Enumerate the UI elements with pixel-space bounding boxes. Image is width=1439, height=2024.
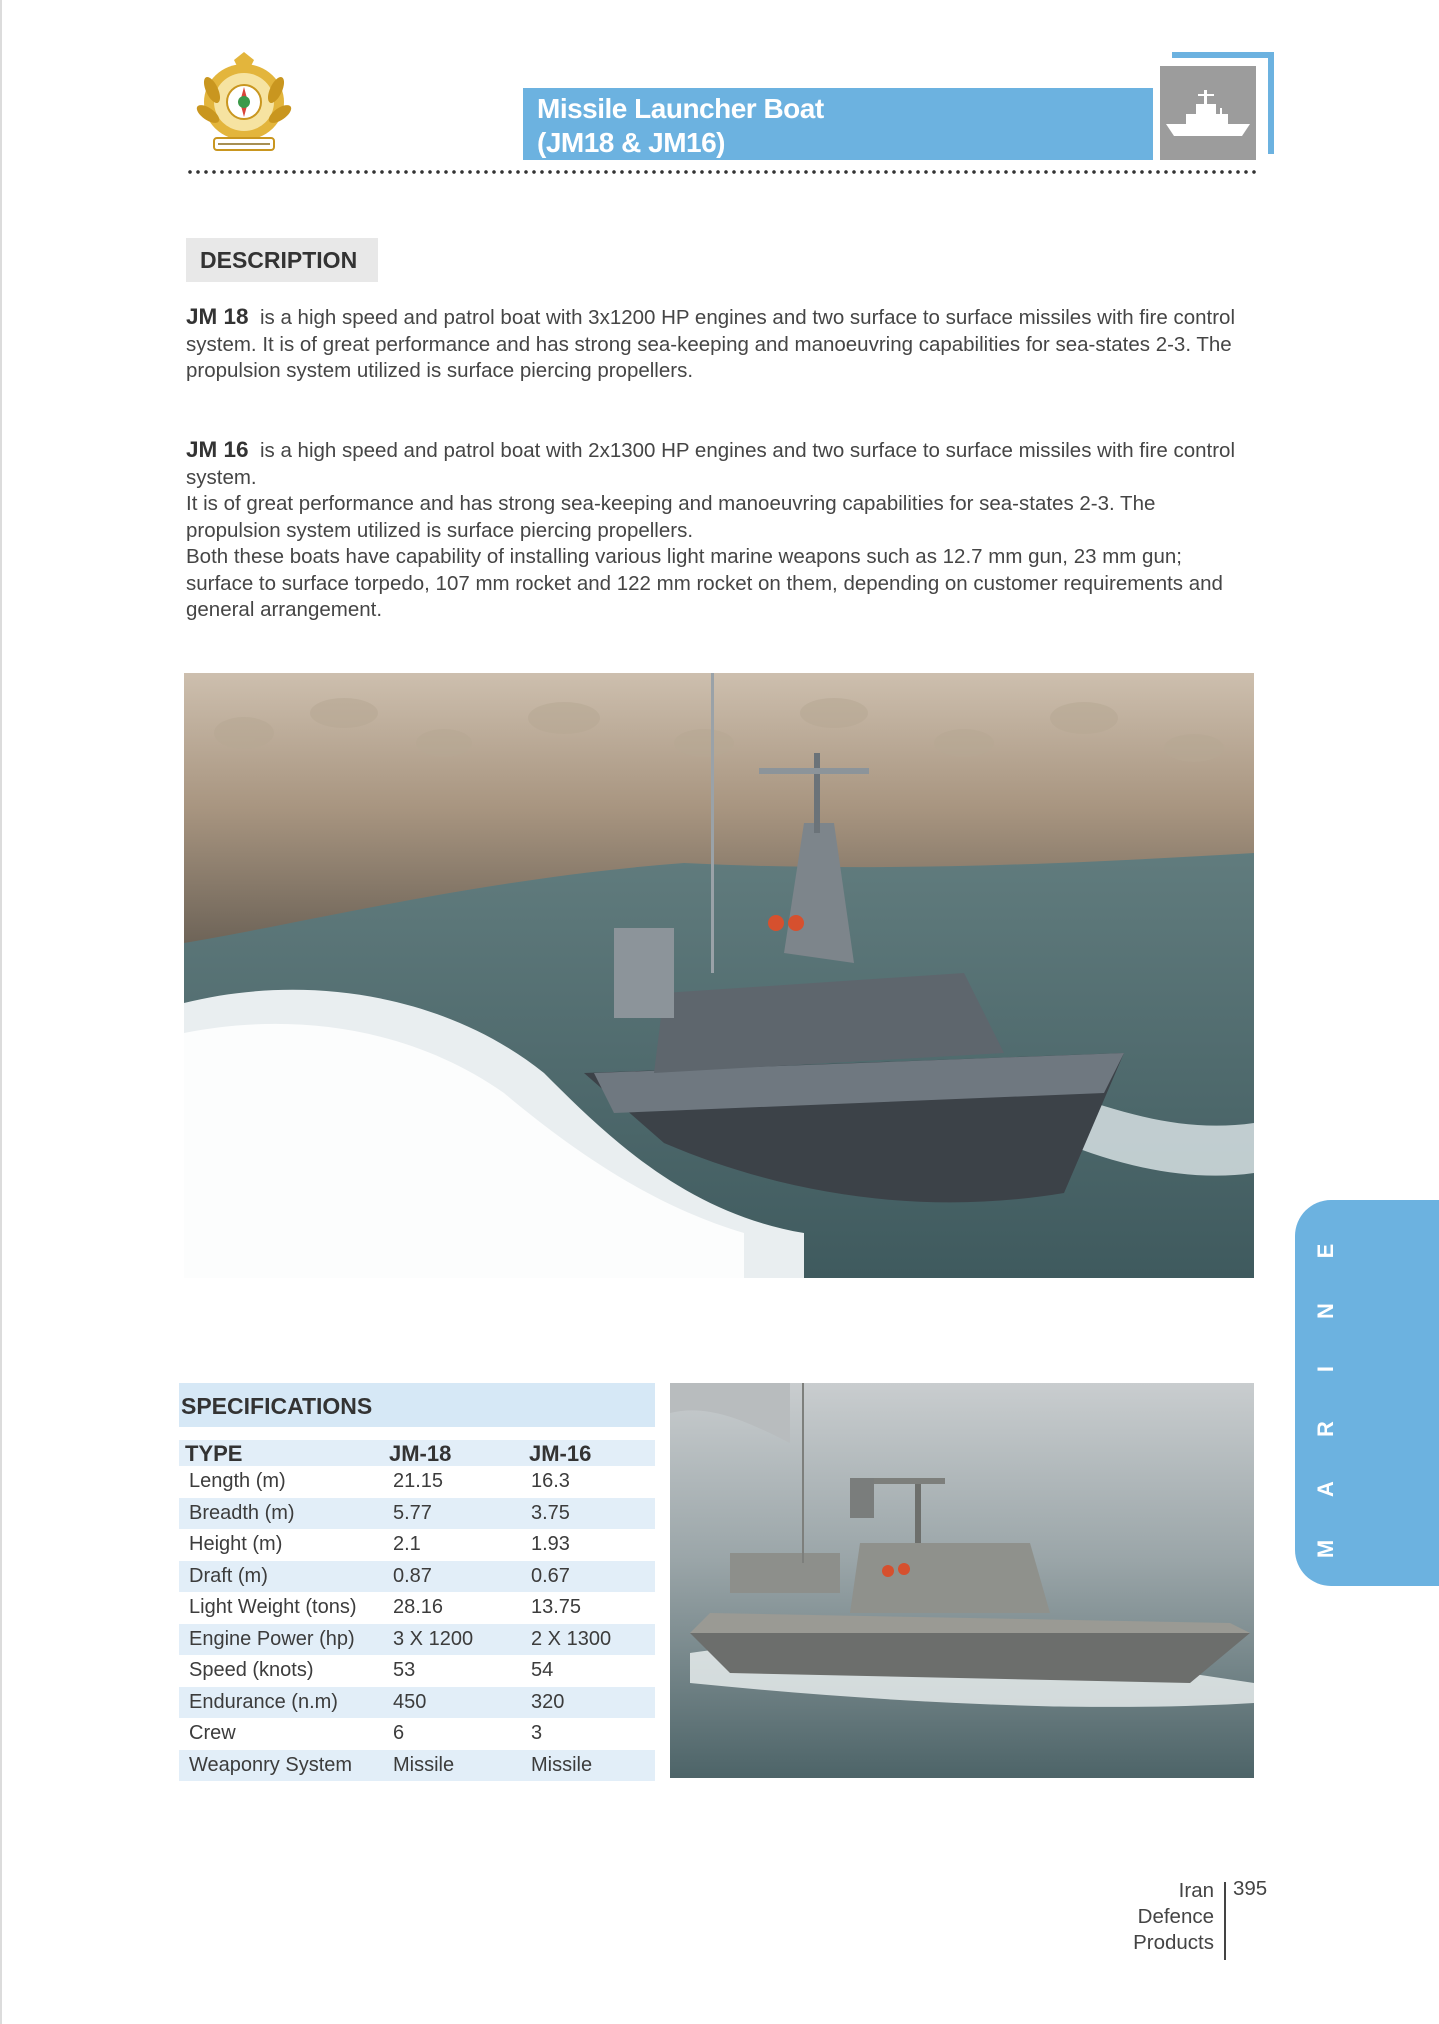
page-number: 395 bbox=[1233, 1877, 1268, 1900]
jm18-text: is a high speed and patrol boat with 3x1200 HP engines and two surface to surface missiles with fire control system. It is of great performance and has strong sea-keeping and manoeuvring capabilities for sea-states 2-3. The propulsion system utilized is surface piercing propellers. bbox=[186, 306, 1236, 382]
side-tab-letter: I bbox=[1313, 1365, 1338, 1373]
specifications-table bbox=[179, 1440, 655, 1781]
page-left-rule bbox=[0, 0, 2, 2024]
spec-name: Light Weight (tons) bbox=[189, 1596, 357, 1618]
table-row bbox=[179, 1561, 655, 1593]
side-tab-letter: A bbox=[1313, 1481, 1338, 1497]
side-tab-letter: R bbox=[1313, 1421, 1338, 1437]
description-paragraph-jm18 bbox=[186, 304, 1246, 385]
spec-value-jm16: 3 bbox=[531, 1722, 543, 1744]
spec-name: Breadth (m) bbox=[189, 1501, 295, 1524]
spec-name: Weaponry System bbox=[189, 1753, 353, 1776]
title-line-1: Missile Launcher Boat bbox=[537, 93, 824, 124]
header-dotted-divider bbox=[186, 168, 1258, 176]
spec-value-jm16: 1.93 bbox=[531, 1533, 570, 1555]
column-header-jm18: JM-18 bbox=[389, 1441, 452, 1466]
footer-line-3: Products bbox=[1133, 1931, 1214, 1954]
table-row bbox=[179, 1718, 655, 1750]
spec-value-jm16: 3.75 bbox=[531, 1501, 570, 1524]
spec-value-jm16: Missile bbox=[531, 1753, 593, 1776]
title-line-2: (JM18 & JM16) bbox=[537, 127, 726, 158]
specifications-heading: SPECIFICATIONS bbox=[179, 1383, 655, 1427]
side-tab-letter: M bbox=[1313, 1539, 1338, 1559]
spec-value-jm16: 54 bbox=[531, 1659, 554, 1681]
table-row bbox=[179, 1498, 655, 1530]
table-row bbox=[179, 1592, 655, 1624]
spec-name: Length (m) bbox=[189, 1470, 286, 1492]
column-header-jm16: JM-16 bbox=[529, 1441, 592, 1466]
description-paragraph-jm16 bbox=[186, 437, 1246, 624]
spec-value-jm18: 6 bbox=[393, 1722, 405, 1744]
spec-value-jm18: 28.16 bbox=[393, 1596, 444, 1618]
column-header-type: TYPE bbox=[185, 1441, 243, 1466]
spec-value-jm18: 2.1 bbox=[393, 1533, 421, 1555]
weapons-capability-text: Both these boats have capability of installing various light marine weapons such as 12.7 mm gun, 23 mm gun; surface to surface torpedo, 107 mm rocket and 122 mm rocket on them, depending on customer requirements and general arrangement. bbox=[186, 545, 1223, 621]
side-tab-letter: N bbox=[1313, 1303, 1338, 1319]
spec-name: Engine Power (hp) bbox=[189, 1627, 355, 1650]
spec-value-jm16: 0.67 bbox=[531, 1564, 570, 1587]
footer-divider bbox=[1224, 1882, 1226, 1960]
spec-value-jm18: Missile bbox=[393, 1753, 455, 1776]
section-side-tab bbox=[1295, 1200, 1439, 1586]
spec-value-jm16: 2 X 1300 bbox=[531, 1627, 612, 1650]
spec-value-jm18: 53 bbox=[393, 1659, 416, 1681]
spec-name: Speed (knots) bbox=[189, 1659, 314, 1681]
spec-value-jm18: 3 X 1200 bbox=[393, 1627, 474, 1650]
spec-name: Endurance (n.m) bbox=[189, 1690, 338, 1713]
jm18-label: JM 18 bbox=[186, 304, 249, 329]
spec-value-jm18: 5.77 bbox=[393, 1501, 432, 1524]
side-tab-letter: E bbox=[1313, 1243, 1338, 1259]
footer-line-2: Defence bbox=[1137, 1905, 1214, 1928]
spec-value-jm16: 16.3 bbox=[531, 1470, 570, 1492]
footer-line-1: Iran bbox=[1178, 1879, 1214, 1902]
spec-name: Height (m) bbox=[189, 1533, 283, 1555]
jm16-performance-text: It is of great performance and has strong sea-keeping and manoeuvring capabilities for sea-states 2-3. The propulsion system utilized is surface piercing propellers. bbox=[186, 492, 1156, 542]
jm16-text: is a high speed and patrol boat with 2x1300 HP engines and two surface to surface missiles with fire control system. bbox=[186, 439, 1236, 489]
spec-value-jm18: 0.87 bbox=[393, 1564, 432, 1587]
spec-value-jm18: 450 bbox=[393, 1690, 427, 1713]
table-row bbox=[179, 1655, 655, 1687]
table-row bbox=[179, 1687, 655, 1719]
table-header-row bbox=[179, 1440, 655, 1466]
spec-name: Draft (m) bbox=[189, 1564, 268, 1587]
jm16-label: JM 16 bbox=[186, 437, 249, 462]
ship-icon bbox=[1160, 66, 1256, 160]
table-row bbox=[179, 1624, 655, 1656]
footer-publication-name bbox=[1133, 1878, 1214, 1956]
spec-name: Crew bbox=[189, 1722, 236, 1744]
page-title bbox=[523, 88, 1153, 160]
spec-value-jm18: 21.15 bbox=[393, 1470, 444, 1492]
spec-value-jm16: 13.75 bbox=[531, 1596, 582, 1618]
spec-value-jm16: 320 bbox=[531, 1690, 565, 1713]
table-row bbox=[179, 1750, 655, 1782]
iran-emblem-icon bbox=[194, 50, 294, 158]
main-boat-photo bbox=[184, 673, 1254, 1278]
description-heading: DESCRIPTION bbox=[186, 238, 378, 282]
table-row bbox=[179, 1529, 655, 1561]
table-row bbox=[179, 1466, 655, 1498]
secondary-boat-photo bbox=[670, 1383, 1254, 1778]
